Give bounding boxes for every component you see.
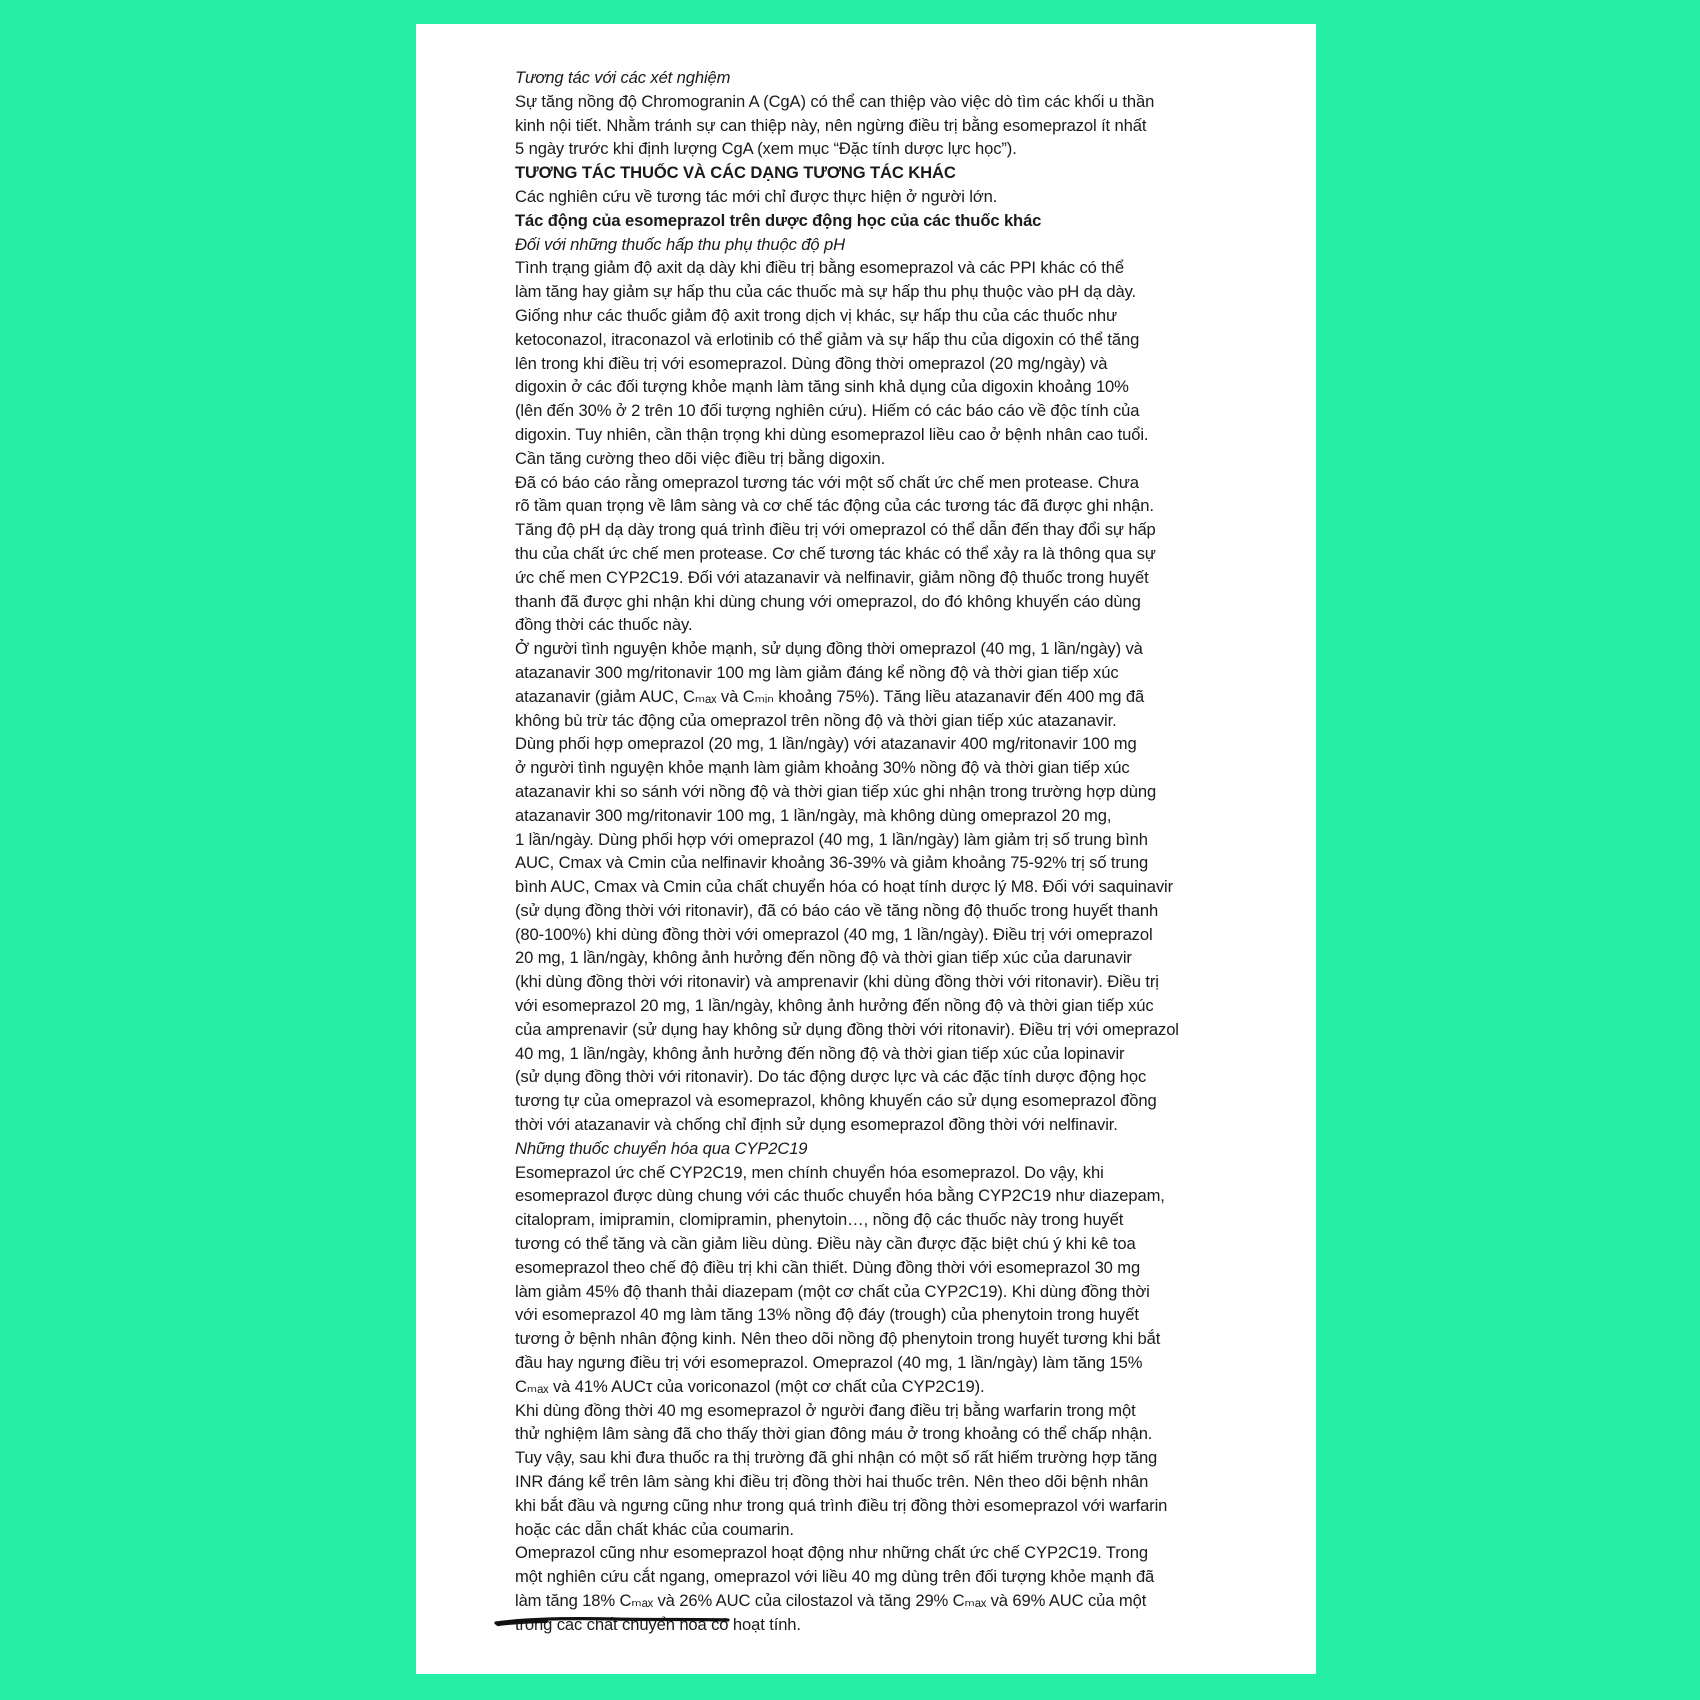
body-text-line: Tuy vậy, sau khi đưa thuốc ra thị trường đã ghi nhận có một số rất hiếm trường hợp tăng — [515, 1448, 1158, 1468]
body-text-line: đồng thời các thuốc này. — [515, 615, 693, 635]
body-text-line: tương ở bệnh nhân động kinh. Nên theo dõi nồng độ phenytoin trong huyết tương khi bắt — [515, 1329, 1161, 1349]
body-text-line: atazanavir khi so sánh với nồng độ và thời gian tiếp xúc ghi nhận trong trường hợp dùng — [515, 781, 1157, 801]
body-text-line: INR đáng kể trên lâm sàng khi điều trị đồng thời hai thuốc trên. Nên theo dõi bệnh nhân — [515, 1472, 1149, 1492]
body-text-line: một nghiên cứu cắt ngang, omeprazol với liều 40 mg dùng trên đối tượng khỏe mạnh đã — [515, 1567, 1155, 1587]
body-text-line: làm giảm 45% độ thanh thải diazepam (một cơ chất của CYP2C19). Khi dùng đồng thời — [515, 1281, 1150, 1301]
body-text-line: với esomeprazol 20 mg, 1 lần/ngày, không ảnh hưởng đến nồng độ và thời gian tiếp xúc — [515, 996, 1154, 1016]
body-text-line: hoặc các dẫn chất khác của coumarin. — [515, 1519, 794, 1539]
body-text-line: tương có thể tăng và cần giảm liều dùng. Điều này cần được đặc biệt chú ý khi kê toa — [515, 1234, 1136, 1254]
document-text — [515, 66, 1245, 1637]
body-text-line: (sử dụng đồng thời với ritonavir). Do tác động dược lực và các đặc tính dược động học — [515, 1067, 1147, 1087]
body-text-line: làm tăng hay giảm sự hấp thu của các thuốc mà sự hấp thu phụ thuộc vào pH dạ dày. — [515, 282, 1137, 302]
body-text-line: esomeprazol được dùng chung với các thuốc chuyển hóa bằng CYP2C19 như diazepam, — [515, 1186, 1165, 1206]
body-text-line: không bù trừ tác động của omeprazol trên nồng độ và thời gian tiếp xúc atazanavir. — [515, 710, 1117, 730]
body-text-line: thanh đã được ghi nhận khi dùng chung với omeprazol, do đó không khuyến cáo dùng — [515, 591, 1141, 611]
body-text-line: Esomeprazol ức chế CYP2C19, men chính chuyển hóa esomeprazol. Do vậy, khi — [515, 1162, 1104, 1182]
body-text-line: Giống như các thuốc giảm độ axit trong dịch vị khác, sự hấp thu của các thuốc như — [515, 305, 1117, 325]
ink-underline-mark — [494, 1614, 730, 1628]
body-text-line: digoxin. Tuy nhiên, cần thận trọng khi dùng esomeprazol liều cao ở bệnh nhân cao tuổi. — [515, 424, 1149, 444]
body-text-line: Các nghiên cứu về tương tác mới chỉ được thực hiện ở người lớn. — [515, 186, 998, 206]
body-text-line: citalopram, imipramin, clomipramin, phenytoin…, nồng độ các thuốc này trong huyết — [515, 1210, 1124, 1230]
document-page — [416, 24, 1316, 1674]
body-text-line: esomeprazol theo chế độ điều trị khi cần thiết. Dùng đồng thời với esomeprazol 30 mg — [515, 1257, 1141, 1277]
body-text-line: trong các chất chuyển hóa có hoạt tính. — [515, 1614, 801, 1634]
body-text-line: Ở người tình nguyện khỏe mạnh, sử dụng đồng thời omeprazol (40 mg, 1 lần/ngày) và — [515, 639, 1143, 659]
body-text-line: Tình trạng giảm độ axit dạ dày khi điều trị bằng esomeprazol và các PPI khác có thể — [515, 258, 1124, 278]
body-text-line: Cần tăng cường theo dõi việc điều trị bằng digoxin. — [515, 448, 886, 468]
body-text-line: Tăng độ pH dạ dày trong quá trình điều trị với omeprazol có thể dẫn đến thay đổi sự hấp — [515, 520, 1156, 540]
body-text-line: ức chế men CYP2C19. Đối với atazanavir và nelfinavir, giảm nồng độ thuốc trong huyết — [515, 567, 1149, 587]
body-text-line: Cₘₐₓ và 41% AUCτ của voriconazol (một cơ chất của CYP2C19). — [515, 1376, 985, 1396]
body-text-line: lên trong khi điều trị với esomeprazol. Dùng đồng thời omeprazol (20 mg/ngày) và — [515, 353, 1108, 373]
subsection-heading: Tương tác với các xét nghiệm — [515, 68, 731, 87]
body-text-line: của amprenavir (sử dụng hay không sử dụng đồng thời với ritonavir). Điều trị với omeprazol — [515, 1019, 1179, 1039]
body-text-line: rõ tầm quan trọng về lâm sàng và cơ chế tác động của các tương tác đã được ghi nhận. — [515, 496, 1154, 516]
body-text-line: ở người tình nguyện khỏe mạnh làm giảm khoảng 30% nồng độ và thời gian tiếp xúc — [515, 758, 1130, 778]
body-text-line: (80-100%) khi dùng đồng thời với omeprazol (40 mg, 1 lần/ngày). Điều trị với omeprazol — [515, 924, 1153, 944]
body-text-line: thử nghiệm lâm sàng đã cho thấy thời gian đông máu ở trong khoảng có thể chấp nhận. — [515, 1424, 1153, 1444]
body-text-line: 1 lần/ngày. Dùng phối hợp với omeprazol (40 mg, 1 lần/ngày) làm giảm trị số trung bình — [515, 829, 1148, 849]
body-text-line: làm tăng 18% Cₘₐₓ và 26% AUC của cilostazol và tăng 29% Cₘₐₓ và 69% AUC của một — [515, 1591, 1147, 1610]
body-text-line: khi bắt đầu và ngưng cũng như trong quá trình điều trị đồng thời esomeprazol với warfarin — [515, 1495, 1168, 1515]
body-text-line: (lên đến 30% ở 2 trên 10 đối tượng nghiên cứu). Hiếm có các báo cáo về độc tính của — [515, 401, 1140, 421]
body-text-line: Đã có báo cáo rằng omeprazol tương tác với một số chất ức chế men protease. Chưa — [515, 472, 1139, 492]
body-text-line: Omeprazol cũng như esomeprazol hoạt động như những chất ức chế CYP2C19. Trong — [515, 1543, 1148, 1563]
section-heading: TƯƠNG TÁC THUỐC VÀ CÁC DẠNG TƯƠNG TÁC KHÁC — [515, 163, 956, 183]
subsection-heading: Đối với những thuốc hấp thu phụ thuộc độ pH — [515, 234, 845, 254]
body-text-line: 40 mg, 1 lần/ngày, không ảnh hưởng đến nồng độ và thời gian tiếp xúc của lopinavir — [515, 1043, 1125, 1063]
body-text-line: đầu hay ngưng điều trị với esomeprazol. Omeprazol (40 mg, 1 lần/ngày) làm tăng 15% — [515, 1353, 1143, 1373]
body-text-line: Sự tăng nồng độ Chromogranin A (CgA) có thể can thiệp vào việc dò tìm các khối u thần — [515, 91, 1155, 111]
body-text-line: Dùng phối hợp omeprazol (20 mg, 1 lần/ngày) với atazanavir 400 mg/ritonavir 100 mg — [515, 734, 1137, 754]
body-text-line: 20 mg, 1 lần/ngày, không ảnh hưởng đến nồng độ và thời gian tiếp xúc của darunavir — [515, 948, 1132, 968]
body-text-line: atazanavir 300 mg/ritonavir 100 mg làm giảm đáng kể nồng độ và thời gian tiếp xúc — [515, 662, 1119, 682]
body-text-line: ketoconazol, itraconazol và erlotinib có thể giảm và sự hấp thu của digoxin có thể tăng — [515, 329, 1140, 349]
body-text-line: kinh nội tiết. Nhằm tránh sự can thiệp này, nên ngừng điều trị bằng esomeprazol ít nhất — [515, 115, 1147, 135]
body-text-line: (sử dụng đồng thời với ritonavir), đã có báo cáo về tăng nồng độ thuốc trong huyết thanh — [515, 900, 1159, 920]
body-text-line: AUC, Cmax và Cmin của nelfinavir khoảng 36-39% và giảm khoảng 75-92% trị số trung — [515, 853, 1149, 873]
body-text-line: bình AUC, Cmax và Cmin của chất chuyển hóa có hoạt tính dược lý M8. Đối với saquinavir — [515, 877, 1174, 897]
body-text-line: tương tự của omeprazol và esomeprazol, không khuyến cáo sử dụng esomeprazol đồng — [515, 1091, 1157, 1111]
body-text-line: atazanavir 300 mg/ritonavir 100 mg, 1 lần/ngày, mà không dùng omeprazol 20 mg, — [515, 805, 1112, 825]
body-text-line: Khi dùng đồng thời 40 mg esomeprazol ở người đang điều trị bằng warfarin trong một — [515, 1400, 1136, 1420]
section-heading: Tác động của esomeprazol trên dược động học của các thuốc khác — [515, 210, 1042, 230]
subsection-heading: Những thuốc chuyển hóa qua CYP2C19 — [515, 1138, 808, 1158]
body-text-line: (khi dùng đồng thời với ritonavir) và amprenavir (khi dùng đồng thời với ritonavir). Điều trị — [515, 972, 1159, 992]
body-text-line: thời với atazanavir và chống chỉ định sử dụng esomeprazol đồng thời với nelfinavir. — [515, 1115, 1118, 1135]
body-text-line: digoxin ở các đối tượng khỏe mạnh làm tăng sinh khả dụng của digoxin khoảng 10% — [515, 377, 1129, 397]
body-text-line: thu của chất ức chế men protease. Cơ chế tương tác khác có thể xảy ra là thông qua sự — [515, 543, 1156, 563]
body-text-line: với esomeprazol 40 mg làm tăng 13% nồng độ đáy (trough) của phenytoin trong huyết — [515, 1305, 1139, 1325]
body-text-line: atazanavir (giảm AUC, Cₘₐₓ và Cₘᵢₙ khoảng 75%). Tăng liều atazanavir đến 400 mg đã — [515, 686, 1145, 706]
body-text-line: 5 ngày trước khi định lượng CgA (xem mục “Đặc tính dược lực học”). — [515, 139, 1017, 159]
